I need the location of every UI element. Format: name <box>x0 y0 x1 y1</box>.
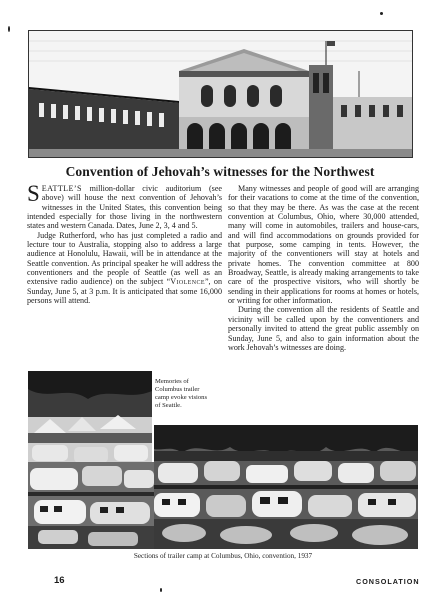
trailer-camp-photo-right <box>154 425 418 549</box>
print-speck <box>380 12 383 15</box>
paragraph-2 <box>27 231 222 306</box>
paragraph-3: Many witnesses and people of good will are arranging for their vacations to come at the time of the convention, so that they may be there. As was the case at the recent convention at Columbus, Ohio, where 30,000 attended, many will come in automobiles, trailers and house-cars, and will find accommodations on grounds provided for that purpose, some camping in tents. However, the majority of the conventioners will stay at hotels and private homes. The convention committee at 800 Broadway, Seattle, is already making arrangements to take care of the prospective visitors, who will shortly be sending in their applications for rooms at homes or hotels, or writing for other information. <box>228 184 419 306</box>
photo-caption: Sections of trailer camp at Columbus, Ohio, convention, 1937 <box>133 552 313 560</box>
magazine-name: CONSOLATION <box>356 577 420 586</box>
paragraph-4: During the convention all the residents of Seattle and vicinity will be called upon by the conventioners and personally invited to attend the great public assembly on Sunday, June 5, and also to gain information about the work Jehovah’s witnesses are doing. <box>228 305 419 352</box>
trailer-camp-photo-lower <box>28 462 154 549</box>
paragraph-2-text-b: ”, on Sunday, June 5, at 3 p.m. It is anticipated that some 16,000 persons will attend. <box>27 277 222 306</box>
print-speck <box>160 588 162 592</box>
drop-cap: S <box>27 181 40 206</box>
right-column <box>228 184 419 352</box>
lead-word: EATTLE’S <box>41 184 82 193</box>
paragraph-1 <box>27 181 222 231</box>
article-headline: Convention of Jehovah’s witnesses for the Northwest <box>65 164 375 179</box>
print-speck <box>8 26 10 32</box>
auditorium-photo <box>28 30 413 158</box>
side-caption: Memories of Columbus trailer camp evoke visions of Seattle. <box>155 378 208 409</box>
left-column <box>27 181 222 306</box>
page-number: 16 <box>54 575 65 586</box>
paragraph-1-text: million-dollar civic auditorium (see above) will house the next convention of Jehovah’s witnesses in the United States, this convention being intended especially for those living in the northwestern states and western Canada. Dates, June 2, 3, 4 and 5. <box>27 184 222 231</box>
lecture-subject: Violence <box>170 277 205 287</box>
paragraph-2-text-a: Judge Rutherford, who has just completed a radio and lecture tour to Australia, stopping also to address a large audience at Honolulu, Hawaii, will be in attendance at the Seattle convention. As principal speaker he will address the conventioners and the people of Seattle (as well as an extensive radio audience) on the subject “ <box>27 230 222 287</box>
